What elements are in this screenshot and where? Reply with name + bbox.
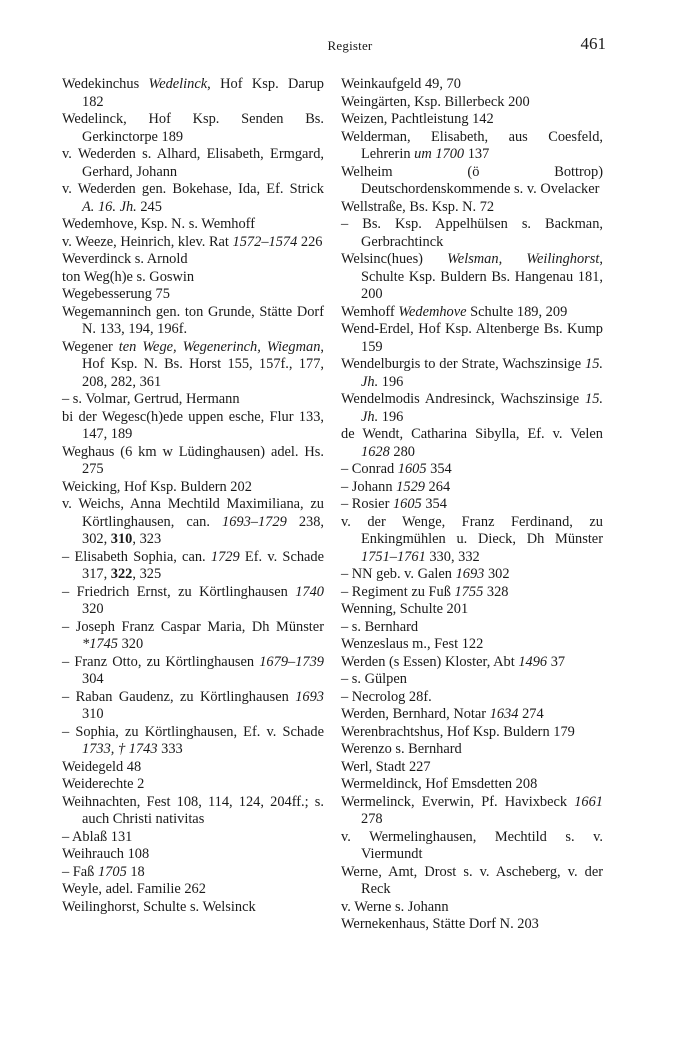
index-entry: Wedemhove, Ksp. N. s. Wemhoff (62, 216, 255, 232)
index-entry: Wendelmodis Andresinck, Wachszinsige 15. Jh. 196 (341, 391, 603, 425)
index-entry: v. Wederden gen. Bokehase, Ida, Ef. Strick A. 16. Jh. 245 (62, 181, 324, 215)
index-entry: bi der Wegesc(h)ede uppen esche, Flur 133, 147, 189 (62, 408, 324, 442)
index-entry: Werne, Amt, Drost s. v. Ascheberg, v. der Reck (341, 863, 603, 897)
index-entry: Weidegeld 48 (62, 758, 142, 775)
index-entry: Welderman, Elisabeth, aus Coesfeld, Lehrerin um 1700 137 (341, 128, 603, 162)
index-entry: Wegener ten Wege, Wegenerinch, Wiegman, Hof Ksp. N. Bs. Horst 155, 157f., 177, 208, 282, 361 (62, 338, 325, 390)
index-entry: – Franz Otto, zu Körtlinghausen 1679–1739 304 (62, 653, 324, 687)
index-entry: Werenbrachtshus, Hof Ksp. Buldern 179 (341, 723, 575, 740)
index-entry: v. der Wenge, Franz Ferdinand, zu Enkingmühlen u. Dieck, Dh Münster 1751–1761 330, 332 (341, 513, 603, 565)
index-entry: Wedelinck, Hof Ksp. Senden Bs. Gerkinctorpe 189 (62, 111, 324, 145)
index-column-left (62, 76, 324, 916)
index-entry: – s. Bernhard (341, 618, 419, 635)
index-entry: – s. Volmar, Gertrud, Hermann (62, 391, 240, 407)
index-entry: – s. Gülpen (341, 671, 407, 687)
index-entry: Werden, Bernhard, Notar 1634 274 (341, 706, 544, 722)
index-entry: Weverdinck s. Arnold (62, 251, 188, 267)
index-entry: v. Wederden s. Alhard, Elisabeth, Ermgard, Gerhard, Johann (62, 146, 324, 180)
index-entry: Wenning, Schulte 201 (341, 601, 469, 617)
index-entry: – Johann 1529 264 (341, 478, 451, 495)
index-entry: – Friedrich Ernst, zu Körtlinghausen 1740 320 (62, 583, 324, 617)
index-entry: Weghaus (6 km w Lüdinghausen) adel. Hs. 275 (62, 443, 324, 477)
index-entry: Werden (s Essen) Kloster, Abt 1496 37 (341, 653, 566, 670)
index-entry: ton Weg(h)e s. Goswin (62, 268, 195, 285)
index-entry: – Ablaß 131 (62, 828, 133, 845)
index-entry: Wedekinchus Wedelinck, Hof Ksp. Darup 182 (62, 76, 324, 110)
index-entry: Wellstraße, Bs. Ksp. N. 72 (341, 198, 495, 215)
index-entry: v. Wermelinghausen, Mechtild s. v. Viermundt (341, 828, 603, 862)
index-entry: Wenzeslaus m., Fest 122 (341, 636, 484, 652)
index-entry: Weyle, adel. Familie 262 (62, 881, 206, 897)
index-entry: v. Werne s. Johann (341, 898, 449, 915)
index-entry: Weinkaufgeld 49, 70 (341, 76, 461, 92)
index-entry: Wendelburgis to der Strate, Wachszinsige 15. Jh. 196 (341, 356, 603, 390)
index-entry: – NN geb. v. Galen 1693 302 (341, 566, 510, 582)
index-entry: Weihnachten, Fest 108, 114, 124, 204ff.; s. auch Christi nativitas (62, 793, 324, 827)
index-entry: – Necrolog 28f. (341, 688, 432, 705)
index-entry: v. Weeze, Heinrich, klev. Rat 1572–1574 226 (62, 233, 323, 250)
index-entry: Wend-Erdel, Hof Ksp. Altenberge Bs. Kump 159 (341, 321, 603, 355)
index-entry: – Faß 1705 18 (62, 863, 145, 880)
index-entry: Weizen, Pachtleistung 142 (341, 111, 494, 127)
index-entry: – Regiment zu Fuß 1755 328 (341, 583, 509, 600)
index-entry: Weihrauch 108 (62, 846, 150, 862)
index-entry: Weiderechte 2 (62, 776, 145, 792)
index-entry: Wernekenhaus, Stätte Dorf N. 203 (341, 916, 539, 932)
index-entry: Wegemanninch gen. ton Grunde, Stätte Dorf N. 133, 194, 196f. (62, 303, 324, 337)
index-entry: Welheim (ö Bottrop) Deutschordenskommende s. v. Ovelacker (341, 163, 603, 197)
index-column-right (341, 76, 603, 934)
index-entry: Weicking, Hof Ksp. Buldern 202 (62, 478, 252, 495)
index-entry: – Raban Gaudenz, zu Körtlinghausen 1693 310 (62, 688, 324, 722)
index-entry: Welsinc(hues) Welsman, Weilinghorst, Schulte Ksp. Buldern Bs. Hangenau 181, 200 (341, 251, 603, 302)
index-entry: Werl, Stadt 227 (341, 758, 431, 775)
index-entry: Werenzo s. Bernhard (341, 741, 462, 757)
index-entry: Wemhoff Wedemhove Schulte 189, 209 (341, 303, 568, 320)
page-number: 461 (580, 34, 606, 53)
index-entry: Wermelinck, Everwin, Pf. Havixbeck 1661 278 (341, 793, 603, 827)
index-entry: – Bs. Ksp. Appelhülsen s. Backman, Gerbrachtinck (341, 216, 603, 250)
index-entry: Weilinghorst, Schulte s. Welsinck (62, 898, 256, 915)
index-entry: v. Weichs, Anna Mechtild Maximiliana, zu Körtlinghausen, can. 1693–1729 238, 302, 310, 323 (62, 496, 324, 547)
index-entry: de Wendt, Catharina Sibylla, Ef. v. Velen 1628 280 (341, 426, 603, 460)
index-entry: – Conrad 1605 354 (341, 461, 452, 477)
index-entry: Weingärten, Ksp. Billerbeck 200 (341, 93, 530, 110)
index-entry: – Elisabeth Sophia, can. 1729 Ef. v. Schade 317, 322, 325 (62, 548, 324, 582)
index-entry: – Sophia, zu Körtlinghausen, Ef. v. Schade 1733, † 1743 333 (62, 723, 324, 757)
running-header: Register (327, 38, 373, 53)
index-entry: Wermeldinck, Hof Emsdetten 208 (341, 776, 538, 792)
index-entry: – Rosier 1605 354 (341, 496, 447, 512)
index-entry: Wegebesserung 75 (62, 286, 170, 302)
index-entry: – Joseph Franz Caspar Maria, Dh Münster *1745 320 (62, 618, 324, 652)
